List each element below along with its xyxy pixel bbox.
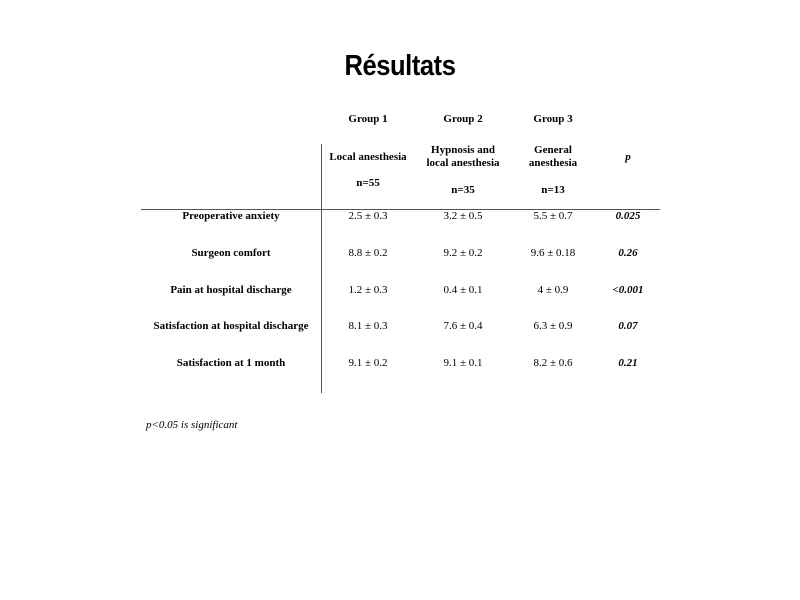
row-value-g2: 9.1 ± 0.1	[443, 357, 483, 369]
row-label: Surgeon comfort	[191, 247, 271, 259]
group-3-n: n=13	[541, 184, 565, 196]
significance-note: p<0.05 is significant	[146, 419, 238, 431]
group-2-description-line2: local anesthesia	[426, 157, 500, 169]
group-3-name: Group 3	[533, 113, 573, 125]
group-2-description-line1: Hypnosis and	[431, 144, 495, 156]
row-value-g1: 1.2 ± 0.3	[348, 284, 388, 296]
group-1-n: n=55	[356, 177, 380, 189]
row-value-g2: 3.2 ± 0.5	[443, 210, 483, 222]
row-label: Preoperative anxiety	[182, 210, 280, 222]
table-vertical-divider	[321, 144, 322, 393]
group-2-name: Group 2	[443, 113, 483, 125]
row-value-g3: 5.5 ± 0.7	[533, 210, 573, 222]
row-p-value: 0.07	[618, 320, 638, 332]
row-value-g1: 8.1 ± 0.3	[348, 320, 388, 332]
group-3-description-line1: General	[534, 144, 572, 156]
row-p-value: 0.26	[618, 247, 638, 259]
row-p-value: 0.025	[615, 210, 641, 222]
group-1-description: Local anesthesia	[329, 151, 407, 163]
row-value-g2: 9.2 ± 0.2	[443, 247, 483, 259]
row-p-value: <0.001	[612, 284, 644, 296]
row-value-g1: 8.8 ± 0.2	[348, 247, 388, 259]
group-1-name: Group 1	[348, 113, 388, 125]
row-p-value: 0.21	[618, 357, 638, 369]
group-2-n: n=35	[451, 184, 475, 196]
row-label: Satisfaction at hospital discharge	[153, 320, 309, 332]
row-value-g3: 8.2 ± 0.6	[533, 357, 573, 369]
row-value-g2: 7.6 ± 0.4	[443, 320, 483, 332]
row-value-g1: 9.1 ± 0.2	[348, 357, 388, 369]
row-value-g3: 6.3 ± 0.9	[533, 320, 573, 332]
row-value-g2: 0.4 ± 0.1	[443, 284, 483, 296]
page-title: Résultats	[344, 50, 456, 82]
p-header: p	[625, 151, 631, 163]
row-value-g3: 9.6 ± 0.18	[530, 247, 576, 259]
row-value-g3: 4 ± 0.9	[537, 284, 569, 296]
group-3-description-line2: anesthesia	[528, 157, 578, 169]
row-label: Pain at hospital discharge	[170, 284, 292, 296]
row-value-g1: 2.5 ± 0.3	[348, 210, 388, 222]
row-label: Satisfaction at 1 month	[176, 357, 286, 369]
